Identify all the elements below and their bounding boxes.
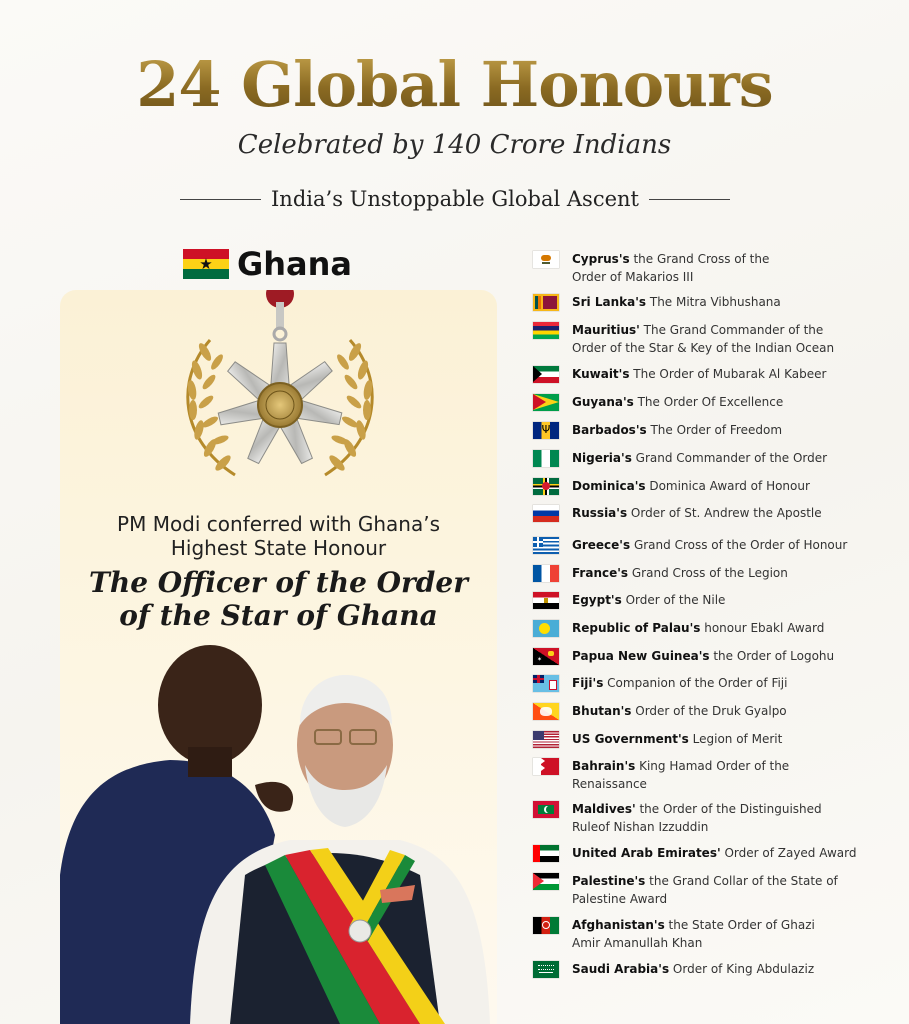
country-name: Saudi Arabia's: [572, 962, 670, 976]
conferred-text: PM Modi conferred with Ghana’s: [117, 512, 440, 536]
list-item: [533, 591, 905, 609]
award-text: Order of St. Andrew the Apostle: [627, 506, 822, 520]
featured-country-header: [183, 245, 352, 283]
award-text: the Grand Cross of the: [629, 252, 770, 266]
star-medal-icon: [217, 343, 342, 465]
award-text: Order of Zayed Award: [720, 846, 857, 860]
award-text: King Hamad Order of the: [635, 759, 790, 773]
country-name: Cyprus's: [572, 252, 630, 266]
sri-lanka-flag-icon: [533, 294, 559, 311]
list-item: [533, 250, 905, 286]
list-item: [533, 449, 905, 467]
award-text-line2: Order of Makarios III: [572, 270, 694, 284]
country-name: Maldives': [572, 802, 636, 816]
award-text: Order of the Druk Gyalpo: [631, 704, 787, 718]
award-text: The Order of Freedom: [646, 423, 783, 437]
country-name: Egypt's: [572, 593, 622, 607]
list-item: [533, 477, 905, 495]
country-name: Sri Lanka's: [572, 295, 647, 309]
award-text: Grand Commander of the Order: [631, 451, 828, 465]
fiji-flag-icon: [533, 675, 559, 692]
list-item: [533, 504, 905, 522]
award-text: The Order of Mubarak Al Kabeer: [629, 367, 827, 381]
country-name: US Government's: [572, 732, 689, 746]
list-item: [533, 421, 905, 439]
laurel-right-icon: [325, 340, 374, 475]
country-name: Greece's: [572, 538, 631, 552]
award-text-line2: Ruleof Nishan Izzuddin: [572, 820, 709, 834]
list-item: [533, 619, 905, 637]
list-item: [533, 293, 905, 311]
country-name: Barbados's: [572, 423, 647, 437]
country-name: United Arab Emirates': [572, 846, 721, 860]
country-name: Papua New Guinea's: [572, 649, 710, 663]
country-name: Dominica's: [572, 479, 646, 493]
palau-flag-icon: [533, 620, 559, 637]
country-name: France's: [572, 566, 629, 580]
divider-right: [649, 199, 730, 200]
featured-honour-card: [60, 290, 497, 1024]
award-text-line2: Amir Amanullah Khan: [572, 936, 703, 950]
award-text-line2: Order of the Star & Key of the Indian Ocean: [572, 341, 835, 355]
subtitle: Celebrated by 140 Crore Indians: [237, 130, 672, 160]
award-text: The Order Of Excellence: [633, 395, 784, 409]
usa-flag-icon: [533, 731, 559, 748]
list-item: [533, 674, 905, 692]
tagline-row: [180, 184, 730, 214]
bahrain-flag-icon: [533, 758, 559, 775]
page-title: 24 Global Honours: [0, 48, 909, 121]
award-text-line2: Palestine Award: [572, 892, 668, 906]
palestine-flag-icon: [533, 873, 559, 890]
award-text: Grand Cross of the Order of Honour: [630, 538, 848, 552]
uae-flag-icon: [533, 845, 559, 862]
list-item: [533, 844, 905, 862]
ceremony-photo: [60, 635, 497, 1024]
medal-ribbon-icon: [266, 290, 294, 340]
list-item: [533, 564, 905, 582]
award-text: the Order of the Distinguished: [635, 802, 822, 816]
country-name: Palestine's: [572, 874, 646, 888]
bhutan-flag-icon: [533, 703, 559, 720]
award-text: The Grand Commander of the: [639, 323, 824, 337]
list-item: [533, 730, 905, 748]
nigeria-flag-icon: [533, 450, 559, 467]
country-name: Bhutan's: [572, 704, 632, 718]
russia-flag-icon: [533, 505, 559, 522]
country-name: Bahrain's: [572, 759, 636, 773]
award-name-line1: The Officer of the Order: [89, 566, 468, 599]
award-text: the Order of Logohu: [709, 649, 835, 663]
award-text: The Mitra Vibhushana: [646, 295, 781, 309]
divider-left: [180, 199, 261, 200]
list-item: [533, 647, 905, 665]
afghanistan-flag-icon: [533, 917, 559, 934]
award-text: Order of the Nile: [621, 593, 726, 607]
country-name: Fiji's: [572, 676, 604, 690]
country-name: Kuwait's: [572, 367, 630, 381]
award-text: Legion of Merit: [688, 732, 783, 746]
list-item: [533, 757, 905, 793]
country-name: Afghanistan's: [572, 918, 665, 932]
tagline: India’s Unstoppable Global Ascent: [271, 187, 639, 211]
award-name: [60, 566, 497, 632]
country-name: Guyana's: [572, 395, 634, 409]
country-name: Mauritius': [572, 323, 640, 337]
laurel-left-icon: [186, 340, 235, 475]
list-item: [533, 702, 905, 720]
list-item: [533, 800, 905, 836]
country-name: Russia's: [572, 506, 628, 520]
ghana-flag-icon: ★: [183, 249, 229, 279]
list-item: [533, 872, 905, 908]
award-name-line2: of the Star of Ghana: [119, 599, 438, 632]
award-text: the State Order of Ghazi: [664, 918, 815, 932]
award-text: Companion of the Order of Fiji: [603, 676, 788, 690]
greece-flag-icon: [533, 537, 559, 554]
award-text: honour Ebakl Award: [700, 621, 825, 635]
kuwait-flag-icon: [533, 366, 559, 383]
list-item: [533, 321, 905, 357]
award-text: Grand Cross of the Legion: [628, 566, 788, 580]
guyana-flag-icon: [533, 394, 559, 411]
egypt-flag-icon: [533, 592, 559, 609]
mauritius-flag-icon: [533, 322, 559, 339]
award-text: Order of King Abdulaziz: [669, 962, 815, 976]
featured-country-name: Ghana: [237, 245, 353, 283]
list-item: [533, 536, 905, 554]
list-item: [533, 365, 905, 383]
papua-new-guinea-flag-icon: ✶: [533, 648, 559, 665]
award-text: Dominica Award of Honour: [645, 479, 810, 493]
france-flag-icon: [533, 565, 559, 582]
list-item: [533, 916, 905, 952]
list-item: [533, 393, 905, 411]
maldives-flag-icon: [533, 801, 559, 818]
barbados-flag-icon: Ψ: [533, 422, 559, 439]
award-text-line2: Renaissance: [572, 777, 647, 791]
medal-image: [125, 290, 435, 490]
honour-level-text: Highest State Honour: [170, 536, 387, 560]
saudi-arabia-flag-icon: [533, 961, 559, 978]
list-item: [533, 960, 905, 978]
country-name: Republic of Palau's: [572, 621, 701, 635]
dominica-flag-icon: [533, 478, 559, 495]
cyprus-flag-icon: [533, 251, 559, 268]
country-name: Nigeria's: [572, 451, 632, 465]
award-text: the Grand Collar of the State of: [645, 874, 838, 888]
